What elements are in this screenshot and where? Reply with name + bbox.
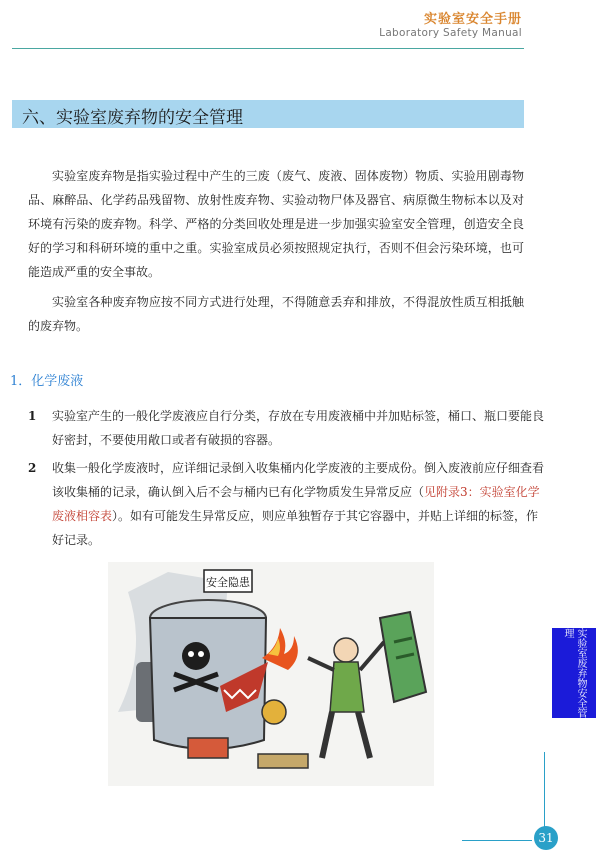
intro-paragraph: 实验室废弃物是指实验过程中产生的三废（废气、废液、固体废物）物质、实验用剧毒物品、麻醉品、化学药品残留物、放射性废弃物、实验动物尸体及器官、病原微生物标本以及对环境有污染的废弃物。科学、严格的分类回收处理是进一步加强实验室安全管理，创造安全良好的学习和科研环境的重中之重。实验室成员必须按照规定执行，否则不但会污染环境，也可能造成严重的安全事故。 bbox=[28, 169, 524, 279]
chapter-side-tab-label: 实验室废弃物安全管理 bbox=[562, 628, 586, 718]
footer-vertical-line bbox=[544, 752, 545, 832]
list-text: 实验室产生的一般化学废液应自行分类，存放在专用废液桶中并加贴标签，桶口、瓶口要能良好密封，不要使用敞口或者有破损的容器。 bbox=[52, 409, 545, 447]
list-item bbox=[28, 456, 548, 552]
list-text-after: ）。如有可能发生异常反应，则应单独暂存于其它容器中，并贴上详细的标签，作好记录。 bbox=[52, 509, 539, 547]
debris-box-icon bbox=[258, 754, 308, 768]
chapter-side-tab[interactable] bbox=[552, 628, 596, 718]
person-body-icon bbox=[330, 662, 364, 712]
appendix-reference-link[interactable]: 见附录3：实验室化学废液相容表 bbox=[52, 485, 540, 523]
section-title: 六、实验室废弃物的安全管理 bbox=[22, 108, 243, 128]
skull-eye-icon bbox=[198, 651, 204, 657]
skull-eye-icon bbox=[188, 651, 194, 657]
discarded-container-icon bbox=[188, 738, 228, 758]
list-number: 1 bbox=[28, 409, 37, 423]
chemical-bottle-icon bbox=[262, 700, 286, 724]
hazard-sign-text: 安全隐患 bbox=[206, 576, 250, 589]
list-text-before: 收集一般化学废液时，应详细记录倒入收集桶内化学废液的主要成份。倒入废液前应仔细查看该收集桶的记录，确认倒入后不会与桶内已有化学物质发生异常反应（ bbox=[52, 461, 545, 499]
list-item bbox=[28, 404, 548, 452]
manual-title: 实验室安全手册 bbox=[423, 12, 522, 27]
skull-icon bbox=[182, 642, 210, 670]
waste-barrel-cartoon-icon bbox=[108, 562, 434, 786]
manual-subtitle: Laboratory Safety Manual bbox=[379, 27, 522, 39]
list-text bbox=[52, 456, 548, 552]
list-number: 2 bbox=[28, 461, 37, 475]
person-head-icon bbox=[334, 638, 358, 662]
disposal-paragraph: 实验室各种废弃物应按不同方式进行处理，不得随意丢弃和排放，不得混放性质互相抵触的废弃物。 bbox=[28, 295, 524, 333]
page-number: 31 bbox=[534, 826, 558, 850]
header-divider bbox=[12, 48, 524, 49]
subsection-title: 1．化学废液 bbox=[10, 374, 84, 389]
footer-horizontal-line bbox=[462, 840, 532, 841]
